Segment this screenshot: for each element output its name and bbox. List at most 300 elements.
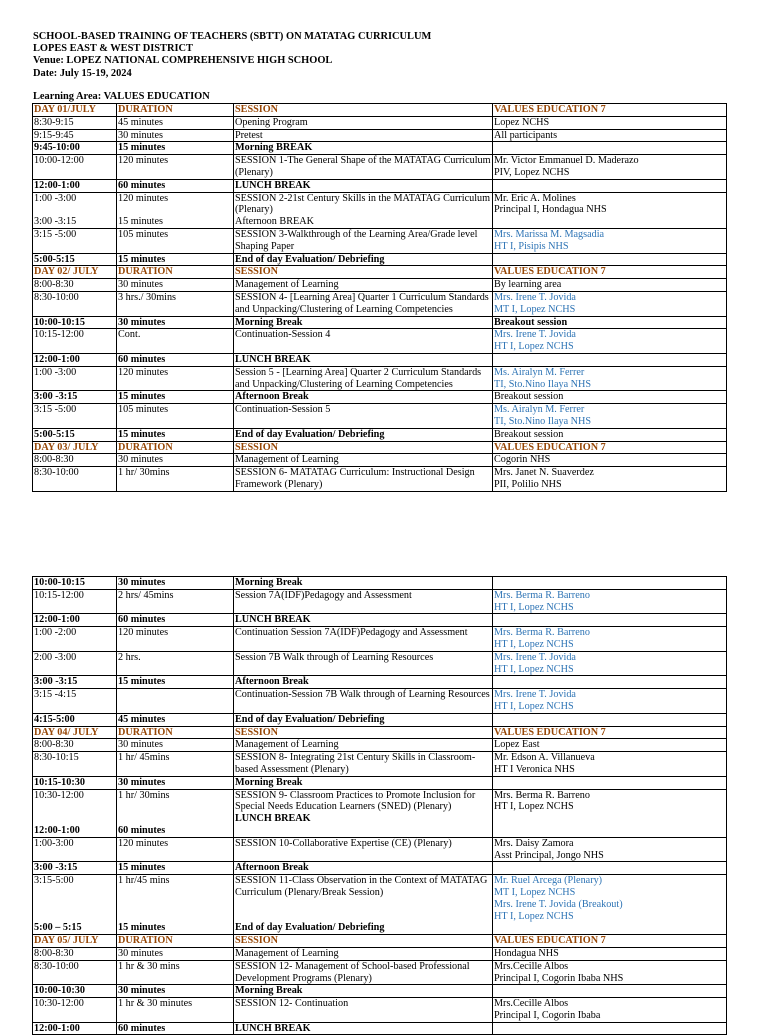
duration-cell — [117, 428, 234, 441]
cell-text-line: All participants — [494, 129, 558, 141]
cell-text-line: 60 minutes — [118, 614, 166, 626]
cell-text-line: 1:00 -2:00 — [34, 627, 77, 639]
session-cell — [234, 104, 493, 117]
cell-text-line: LUNCH BREAK — [235, 614, 311, 626]
schedule-row — [33, 614, 727, 627]
spacer — [34, 911, 115, 923]
cell-text-line: 15 minutes — [118, 216, 163, 228]
time-cell — [33, 627, 117, 652]
cell-text-line: 10:00-10:30 — [34, 985, 85, 997]
spacer — [494, 777, 725, 789]
cell-text-line: 12:00-1:00 — [34, 824, 80, 836]
cell-text-line: 120 minutes — [118, 155, 169, 167]
spacer — [494, 614, 725, 626]
cell-text-line: 30 minutes — [118, 129, 163, 141]
cell-text-line: 5:00 – 5:15 — [34, 922, 82, 934]
cell-text-line: LUNCH BREAK — [235, 1022, 311, 1034]
cell-text-line: 10:15-10:30 — [34, 776, 85, 788]
header-title: SCHOOL-BASED TRAINING OF TEACHERS (SBTT) ON MATATAG CURRICULUM — [33, 31, 432, 42]
cell-text-line: 60 minutes — [118, 1022, 166, 1034]
facilitator-cell — [493, 266, 727, 279]
schedule-row — [33, 713, 727, 726]
spacer — [494, 180, 725, 192]
time-cell — [33, 862, 117, 875]
schedule-row — [33, 689, 727, 714]
time-cell — [33, 467, 117, 492]
facilitator-cell — [493, 776, 727, 789]
cell-text-line: VALUES EDUCATION 7 — [494, 935, 606, 947]
cell-text-line: SESSION — [235, 441, 279, 453]
cell-text-line: Hondagua NHS — [494, 947, 559, 959]
facilitator-cell — [493, 391, 727, 404]
duration-cell — [117, 404, 234, 429]
schedule-row — [33, 428, 727, 441]
duration-cell — [117, 129, 234, 142]
spacer — [494, 862, 725, 874]
duration-cell — [117, 998, 234, 1023]
facilitator-cell — [493, 1022, 727, 1035]
duration-cell — [117, 116, 234, 129]
cell-text-line: 3:00 -3:15 — [34, 862, 78, 874]
cell-text-line: Lopez NCHS — [494, 116, 550, 128]
cell-text-line: Cont. — [118, 329, 141, 341]
cell-text-line: HT I, Lopez NCHS — [494, 910, 574, 922]
cell-text-line: Management of Learning — [235, 454, 339, 466]
schedule-row — [33, 279, 727, 292]
session-cell — [234, 391, 493, 404]
cell-text-line: Mr. Victor Emmanuel D. Maderazo — [494, 155, 639, 167]
time-cell — [33, 651, 117, 676]
facilitator-cell — [493, 875, 727, 935]
session-cell — [234, 837, 493, 862]
time-cell — [33, 192, 117, 228]
time-cell — [33, 428, 117, 441]
schedule-row — [33, 998, 727, 1023]
cell-text-line: 5:00-5:15 — [34, 253, 75, 265]
cell-text-line: 15 minutes — [118, 862, 166, 874]
facilitator-cell — [493, 316, 727, 329]
spacer — [494, 577, 725, 589]
time-cell — [33, 454, 117, 467]
cell-text-line: Mrs. Marissa M. Magsadia — [494, 228, 605, 240]
cell-text-line: HT I, Lopez NCHS — [494, 801, 574, 813]
time-cell — [33, 116, 117, 129]
cell-text-line: 3:15-5:00 — [34, 875, 74, 887]
cell-text-line: 30 minutes — [118, 279, 163, 291]
cell-text-line: 15 minutes — [118, 922, 166, 934]
cell-text-line: HT I, Lopez NCHS — [494, 638, 574, 650]
cell-text-line: Mrs. Janet N. Suaverdez — [494, 467, 594, 479]
time-cell — [33, 998, 117, 1023]
schedule-row — [33, 192, 727, 228]
cell-text-line: 8:30-10:00 — [34, 467, 79, 479]
cell-text-line: Opening Program — [235, 116, 308, 128]
duration-cell — [117, 291, 234, 316]
cell-text-line: 45 minutes — [118, 116, 163, 128]
duration-cell — [117, 142, 234, 155]
spacer — [34, 899, 115, 911]
cell-text-line: Mr. Edson A. Villanueva — [494, 752, 595, 764]
session-cell — [234, 862, 493, 875]
spacer — [235, 911, 491, 923]
facilitator-cell — [493, 329, 727, 354]
cell-text-line: Mrs. Irene T. Jovida — [494, 329, 576, 341]
spacer — [118, 899, 232, 911]
time-cell — [33, 676, 117, 689]
facilitator-cell — [493, 179, 727, 192]
time-cell — [33, 985, 117, 998]
spacer — [34, 801, 115, 813]
duration-cell — [117, 441, 234, 454]
schedule-table-days-1-3 — [32, 103, 727, 492]
time-cell — [33, 875, 117, 935]
cell-text-line: SESSION 10-Collaborative Expertise (CE) (Plenary) — [235, 837, 452, 849]
cell-text-line: 10:00-10:15 — [34, 577, 85, 588]
time-cell — [33, 228, 117, 253]
day-header-row — [33, 441, 727, 454]
session-cell — [234, 155, 493, 180]
cell-text-line: DAY 02/ JULY — [34, 266, 99, 278]
spacer — [118, 813, 232, 825]
cell-text-line: 10:30-12:00 — [34, 998, 84, 1010]
time-cell — [33, 129, 117, 142]
time-cell — [33, 947, 117, 960]
session-cell — [234, 228, 493, 253]
cell-text-line: TI, Sto.Nino Ilaya NHS — [494, 378, 592, 390]
time-cell — [33, 353, 117, 366]
time-cell — [33, 960, 117, 985]
session-cell — [234, 875, 493, 935]
cell-text-line: Morning Break — [235, 316, 303, 328]
duration-cell — [117, 1022, 234, 1035]
duration-cell — [117, 329, 234, 354]
cell-text-line: LUNCH BREAK — [235, 179, 311, 191]
time-cell — [33, 1022, 117, 1035]
cell-text-line: Mrs. Irene T. Jovida — [494, 291, 576, 303]
schedule-row — [33, 789, 727, 837]
facilitator-cell — [493, 228, 727, 253]
duration-cell — [117, 366, 234, 391]
day-header-row — [33, 266, 727, 279]
cell-text-line: 8:00-8:30 — [34, 454, 74, 466]
cell-text-line: DURATION — [118, 441, 173, 453]
schedule-row — [33, 142, 727, 155]
time-cell — [33, 789, 117, 837]
cell-text-line: 10:30-12:00 — [34, 789, 84, 801]
schedule-row — [33, 676, 727, 689]
spacer — [34, 887, 115, 899]
session-cell — [234, 454, 493, 467]
duration-cell — [117, 776, 234, 789]
facilitator-cell — [493, 789, 727, 837]
learning-area-label: Learning Area: VALUES EDUCATION — [33, 91, 210, 102]
schedule-row — [33, 947, 727, 960]
facilitator-cell — [493, 837, 727, 862]
facilitator-cell — [493, 129, 727, 142]
cell-text-line: 9:45-10:00 — [34, 142, 80, 154]
cell-text-line: Continuation-Session 7B Walk through of Learning Resources — [235, 689, 490, 701]
cell-text-line: Afternoon BREAK — [235, 216, 314, 228]
facilitator-cell — [493, 739, 727, 752]
facilitator-cell — [493, 627, 727, 652]
cell-text-line: HT I, Lopez NCHS — [494, 663, 574, 675]
schedule-row — [33, 651, 727, 676]
duration-cell — [117, 985, 234, 998]
cell-text-line: End of day Evaluation/ Debriefing — [235, 428, 385, 440]
cell-text-line: MT I, Lopez NCHS — [494, 303, 576, 315]
cell-text-line: 105 minutes — [118, 404, 169, 416]
cell-text-line: 2:00 -3:00 — [34, 651, 77, 663]
cell-text-line: SESSION — [235, 935, 279, 947]
cell-text-line: SESSION 9- Classroom Practices to Promote Inclusion for Special Needs Education Learners (SNED) (Plenary) — [235, 789, 476, 813]
schedule-row — [33, 353, 727, 366]
facilitator-cell — [493, 726, 727, 739]
duration-cell — [117, 713, 234, 726]
session-cell — [234, 316, 493, 329]
cell-text-line: PIV, Lopez NCHS — [494, 166, 570, 178]
cell-text-line: 15 minutes — [118, 428, 166, 440]
cell-text-line: 4:15-5:00 — [34, 713, 75, 725]
session-cell — [234, 1022, 493, 1035]
time-cell — [33, 391, 117, 404]
facilitator-cell — [493, 467, 727, 492]
session-cell — [234, 985, 493, 998]
cell-text-line: Session 5 - [Learning Area] Quarter 2 Curriculum Standards and Unpacking/Clustering of Learning Competencies — [235, 366, 482, 390]
cell-text-line: 30 minutes — [118, 577, 166, 588]
schedule-row — [33, 739, 727, 752]
schedule-row — [33, 1022, 727, 1035]
schedule-row — [33, 577, 727, 590]
header-date: Date: July 15-19, 2024 — [33, 67, 132, 79]
cell-text-line: 8:00-8:30 — [34, 947, 74, 959]
facilitator-cell — [493, 577, 727, 590]
cell-text-line: 8:30-10:00 — [34, 960, 79, 972]
session-cell — [234, 947, 493, 960]
time-cell — [33, 726, 117, 739]
duration-cell — [117, 391, 234, 404]
cell-text-line: Mrs. Berma R. Barreno — [494, 627, 590, 639]
duration-cell — [117, 192, 234, 228]
session-cell — [234, 129, 493, 142]
cell-text-line: Mrs.Cecille Albos — [494, 998, 569, 1010]
schedule-row — [33, 752, 727, 777]
facilitator-cell — [493, 253, 727, 266]
cell-text-line: DAY 05/ JULY — [34, 935, 99, 947]
session-cell — [234, 404, 493, 429]
facilitator-cell — [493, 454, 727, 467]
spacer — [494, 1023, 725, 1035]
facilitator-cell — [493, 441, 727, 454]
cell-text-line: Afternoon Break — [235, 676, 309, 688]
cell-text-line: Mrs. Irene T. Jovida (Breakout) — [494, 898, 623, 910]
cell-text-line: SESSION 11-Class Observation in the Context of MATATAG Curriculum (Plenary/Break Session) — [235, 875, 488, 898]
cell-text-line: 15 minutes — [118, 142, 166, 154]
facilitator-cell — [493, 651, 727, 676]
cell-text-line: 60 minutes — [118, 824, 166, 836]
cell-text-line: 60 minutes — [118, 179, 166, 191]
time-cell — [33, 142, 117, 155]
facilitator-cell — [493, 279, 727, 292]
time-cell — [33, 739, 117, 752]
cell-text-line: DURATION — [118, 104, 173, 115]
cell-text-line: SESSION 12- Continuation — [235, 998, 349, 1010]
cell-text-line: 10:00-12:00 — [34, 155, 84, 167]
session-cell — [234, 366, 493, 391]
session-cell — [234, 935, 493, 948]
cell-text-line: VALUES EDUCATION 7 — [494, 726, 606, 738]
cell-text-line: HT I Veronica NHS — [494, 763, 575, 775]
cell-text-line: 1 hr/ 30mins — [118, 467, 170, 479]
cell-text-line: DURATION — [118, 935, 173, 947]
cell-text-line: 10:15-12:00 — [34, 329, 84, 341]
cell-text-line: SESSION 12- Management of School-based Professional Development Programs (Plenary) — [235, 960, 470, 984]
duration-cell — [117, 676, 234, 689]
time-cell — [33, 404, 117, 429]
schedule-row — [33, 329, 727, 354]
duration-cell — [117, 752, 234, 777]
cell-text-line: Breakout session — [494, 391, 564, 403]
session-cell — [234, 789, 493, 837]
cell-text-line: 120 minutes — [118, 192, 169, 204]
cell-text-line: 10:15-12:00 — [34, 589, 84, 601]
facilitator-cell — [493, 752, 727, 777]
duration-cell — [117, 577, 234, 590]
cell-text-line: Ms. Airalyn M. Ferrer — [494, 366, 585, 378]
cell-text-line: SESSION — [235, 266, 279, 278]
spacer — [235, 899, 491, 911]
spacer — [118, 689, 232, 701]
cell-text-line: 1:00 -3:00 — [34, 192, 77, 204]
cell-text-line: Mrs. Irene T. Jovida — [494, 651, 576, 663]
cell-text-line: 30 minutes — [118, 454, 163, 466]
duration-cell — [117, 353, 234, 366]
cell-text-line: Morning Break — [235, 985, 303, 997]
time-cell — [33, 316, 117, 329]
duration-cell — [117, 104, 234, 117]
day-header-row — [33, 726, 727, 739]
time-cell — [33, 589, 117, 614]
session-cell — [234, 614, 493, 627]
cell-text-line: Principal I, Hondagua NHS — [494, 204, 607, 216]
schedule-row — [33, 253, 727, 266]
cell-text-line: DURATION — [118, 726, 173, 738]
cell-text-line: Lopez East — [494, 739, 540, 751]
cell-text-line: LUNCH BREAK — [235, 353, 311, 365]
cell-text-line: Mrs. Berma R. Barreno — [494, 589, 590, 601]
cell-text-line: Continuation Session 7A(IDF)Pedagogy and Assessment — [235, 627, 468, 639]
session-cell — [234, 752, 493, 777]
schedule-row — [33, 291, 727, 316]
cell-text-line: 5:00-5:15 — [34, 428, 75, 440]
cell-text-line: HT I, Lopez NCHS — [494, 700, 574, 712]
cell-text-line: 2 hrs/ 45mins — [118, 589, 174, 601]
cell-text-line: 1 hr/ 45mins — [118, 752, 170, 764]
schedule-row — [33, 985, 727, 998]
session-cell — [234, 253, 493, 266]
time-cell — [33, 279, 117, 292]
session-cell — [234, 192, 493, 228]
duration-cell — [117, 279, 234, 292]
duration-cell — [117, 228, 234, 253]
session-cell — [234, 651, 493, 676]
cell-text-line: End of day Evaluation/ Debriefing — [235, 713, 385, 725]
duration-cell — [117, 726, 234, 739]
cell-text-line: SESSION — [235, 726, 279, 738]
cell-text-line: HT I, Lopez NCHS — [494, 341, 574, 353]
time-cell — [33, 689, 117, 714]
cell-text-line: Principal I, Cogorin Ibaba — [494, 1009, 601, 1021]
facilitator-cell — [493, 689, 727, 714]
cell-text-line: SESSION 4- [Learning Area] Quarter 1 Curriculum Standards and Unpacking/Clustering of Learning Competencies — [235, 291, 489, 315]
cell-text-line: Principal I, Cogorin Ibaba NHS — [494, 972, 624, 984]
cell-text-line: Afternoon Break — [235, 862, 309, 874]
cell-text-line: 105 minutes — [118, 228, 169, 240]
header-district: LOPES EAST & WEST DISTRICT — [33, 43, 193, 55]
cell-text-line: 3:15 -5:00 — [34, 228, 77, 240]
cell-text-line: Ms. Airalyn M. Ferrer — [494, 404, 585, 416]
duration-cell — [117, 467, 234, 492]
cell-text-line: SESSION 1-The General Shape of the MATATAG Curriculum (Plenary) — [235, 155, 491, 178]
cell-text-line: Mr. Ruel Arcega (Plenary) — [494, 875, 603, 887]
duration-cell — [117, 875, 234, 935]
day-header-row — [33, 935, 727, 948]
cell-text-line: 15 minutes — [118, 253, 166, 265]
session-cell — [234, 266, 493, 279]
cell-text-line: PII, Polilio NHS — [494, 478, 562, 490]
spacer — [118, 887, 232, 899]
session-cell — [234, 627, 493, 652]
facilitator-cell — [493, 366, 727, 391]
cell-text-line: 3:00 -3:15 — [34, 391, 78, 403]
spacer — [34, 813, 115, 825]
facilitator-cell — [493, 985, 727, 998]
time-cell — [33, 266, 117, 279]
session-cell — [234, 441, 493, 454]
duration-cell — [117, 651, 234, 676]
cell-text-line: 120 minutes — [118, 366, 169, 378]
cell-text-line: VALUES EDUCATION 7 — [494, 266, 606, 278]
schedule-table-days-3-5 — [32, 576, 727, 1035]
cell-text-line: End of day Evaluation/ Debriefing — [235, 253, 385, 265]
time-cell — [33, 577, 117, 590]
cell-text-line: Asst Principal, Jongo NHS — [494, 849, 604, 861]
session-cell — [234, 116, 493, 129]
session-cell — [234, 279, 493, 292]
cell-text-line: 60 minutes — [118, 353, 166, 365]
cell-text-line: 1 hr & 30 minutes — [118, 998, 193, 1010]
duration-cell — [117, 689, 234, 714]
facilitator-cell — [493, 116, 727, 129]
cell-text-line: Management of Learning — [235, 947, 339, 959]
cell-text-line: MT I, Lopez NCHS — [494, 886, 576, 898]
session-cell — [234, 291, 493, 316]
session-cell — [234, 589, 493, 614]
schedule-row — [33, 837, 727, 862]
cell-text-line: DAY 04/ JULY — [34, 726, 99, 738]
session-cell — [234, 739, 493, 752]
cell-text-line: 1 hr & 30 mins — [118, 960, 180, 972]
facilitator-cell — [493, 428, 727, 441]
facilitator-cell — [493, 353, 727, 366]
schedule-row — [33, 467, 727, 492]
time-cell — [33, 441, 117, 454]
day-header-row — [33, 104, 727, 117]
facilitator-cell — [493, 935, 727, 948]
cell-text-line: 30 minutes — [118, 739, 163, 751]
time-cell — [33, 155, 117, 180]
cell-text-line: 1:00-3:00 — [34, 837, 74, 849]
cell-text-line: DAY 03/ JULY — [34, 441, 99, 453]
